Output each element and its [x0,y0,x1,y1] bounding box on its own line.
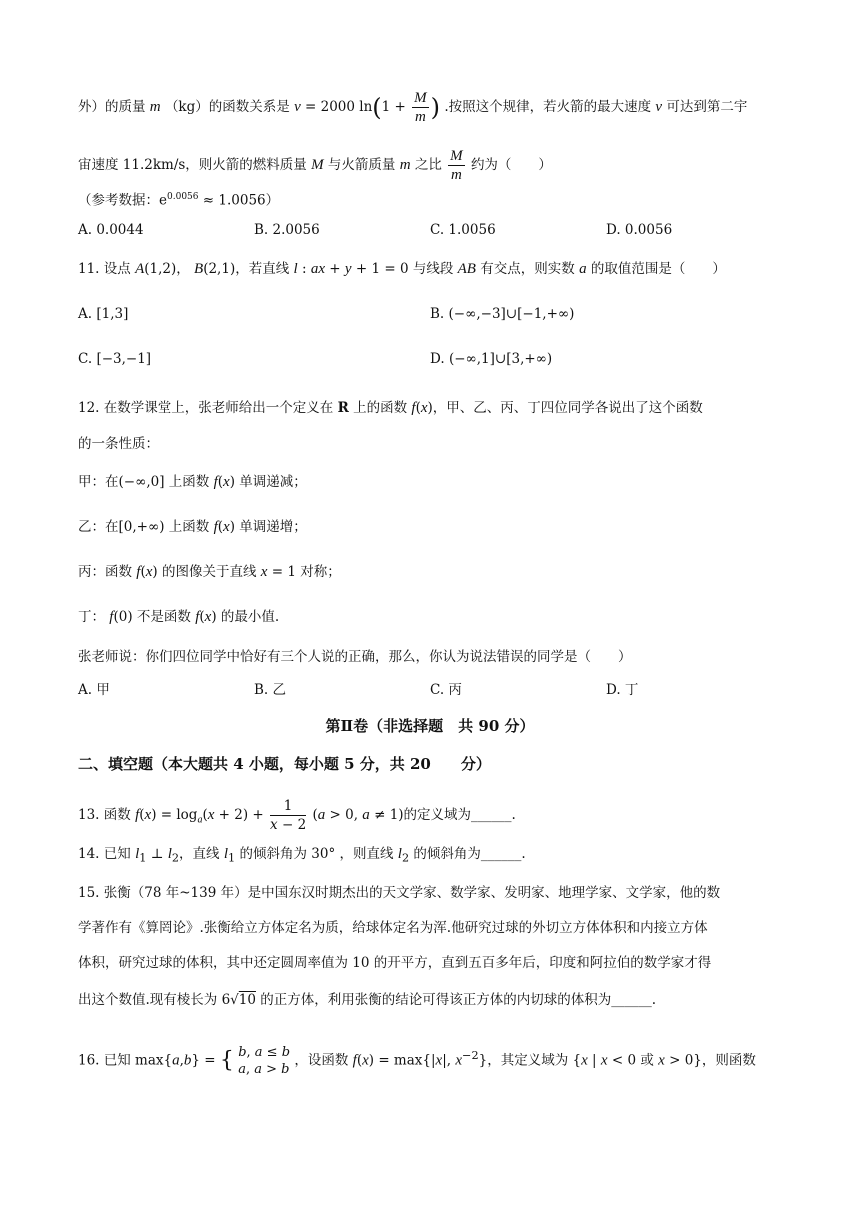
q12-option-c[interactable]: C. 丙 [430,682,462,698]
q15-line1: 15. 张衡（78 年~139 年）是中国东汉时期杰出的天文学家、数学家、发明家、地理学家、文学家，他的数 [78,885,721,901]
q10-option-d[interactable]: D. 0.0056 [606,222,673,238]
q14: 14. 已知 $l_1$ ⊥ $l_2$，直线 $l_1$ 的倾斜角为 30° ，则直线 $l_2$ 的倾斜角为______. [78,846,526,865]
fraction-M-over-m-2: $\frac{M}{m}$ [450,148,463,183]
q13: 13. 函数 $f(x) = \log_a(x + 2)$ + $\frac{1}{x - 2}$ (a > 0, a ≠ 1)的定义域为______. [78,798,516,833]
q12-option-a[interactable]: A. 甲 [78,682,110,698]
q15-line2: 学著作有《算罔论》.张衡给立方体定名为质，给球体定名为浑.他研究过球的外切立方体体积和内接立方体 [78,920,708,936]
q16: 16. 已知 max{a,b} = { b, a ≤ b a, a > b ，设函数 f(x) = max{|x|, $x^{-2}$}，其定义域为 {x | x < 0 或 x > 0}，则函数 [78,1045,756,1077]
q12-teacher: 张老师说：你们四位同学中恰好有三个人说的正确，那么，你认为说法错误的同学是（ ） [78,649,632,665]
q12-option-b[interactable]: B. 乙 [254,682,287,698]
q10-line1: 外）的质量 m （kg）的函数关系是 v = 2000 ln(1 + $\frac{M}{m}$ ) .按照这个规律，若火箭的最大速度 v 可达到第二宇 [78,90,748,125]
q11-option-c[interactable]: C. [−3,−1] [78,351,152,367]
formula-v: v [294,99,301,115]
piecewise: b, a ≤ b a, a > b [238,1045,291,1077]
q10-option-b[interactable]: B. 2.0056 [254,222,320,238]
q12-yi: 乙：在[0,+∞) 上函数 f(x) 单调递增； [78,519,307,535]
q12-jia: 甲：在(−∞,0] 上函数 f(x) 单调递减； [78,474,307,490]
q11-stem: 11. 设点 A(1,2)， B(2,1)，若直线 l : ax + y + 1 = 0 与线段 AB 有交点，则实数 a 的取值范围是（ ） [78,261,726,277]
q12-stem-line1: 12. 在数学课堂上，张老师给出一个定义在 R 上的函数 f(x)，甲、乙、丙、丁四位同学各说出了这个函数 [78,400,703,416]
q12-ding: 丁： f(0) 不是函数 f(x) 的最小值. [78,609,280,625]
q15-line3: 体积，研究过球的体积，其中还定圆周率值为 10 的开平方，直到五百多年后，印度和阿拉伯的数学家才得 [78,955,712,971]
var-m: m [149,99,161,115]
q11-option-b[interactable]: B. (−∞,−3]∪[−1,+∞) [430,306,575,322]
q10-reference: （参考数据：$e^{0.0056} \approx 1.0056$） [78,192,280,209]
q12-stem-line2: 的一条性质： [78,436,159,452]
q15-line4: 出这个数值.现有棱长为 6√10 的正方体，利用张衡的结论可得该正方体的内切球的体积为______. [78,992,657,1008]
q12-bing: 丙：函数 f(x) 的图像关于直线 x = 1 对称； [78,564,341,580]
q11-option-a[interactable]: A. [1,3] [78,306,129,322]
q11-option-d[interactable]: D. (−∞,1]∪[3,+∞) [430,351,553,367]
q10-option-c[interactable]: C. 1.0056 [430,222,496,238]
part2-title: 第Ⅱ卷（非选择题 共 90 分） [325,717,535,735]
q10-option-a[interactable]: A. 0.0044 [78,222,144,238]
q10-line2: 宙速度 11.2km/s，则火箭的燃料质量 M 与火箭质量 m 之比 $\frac{M}{m}$ 约为（ ） [78,148,552,183]
section2-title: 二、填空题（本大题共 4 小题，每小题 5 分，共 20 分） [78,755,491,773]
q12-option-d[interactable]: D. 丁 [606,682,639,698]
fraction-1-over-x-2: $\frac{1}{x - 2}$ [270,798,307,833]
fraction-M-over-m: $\frac{M}{m}$ [414,90,427,125]
